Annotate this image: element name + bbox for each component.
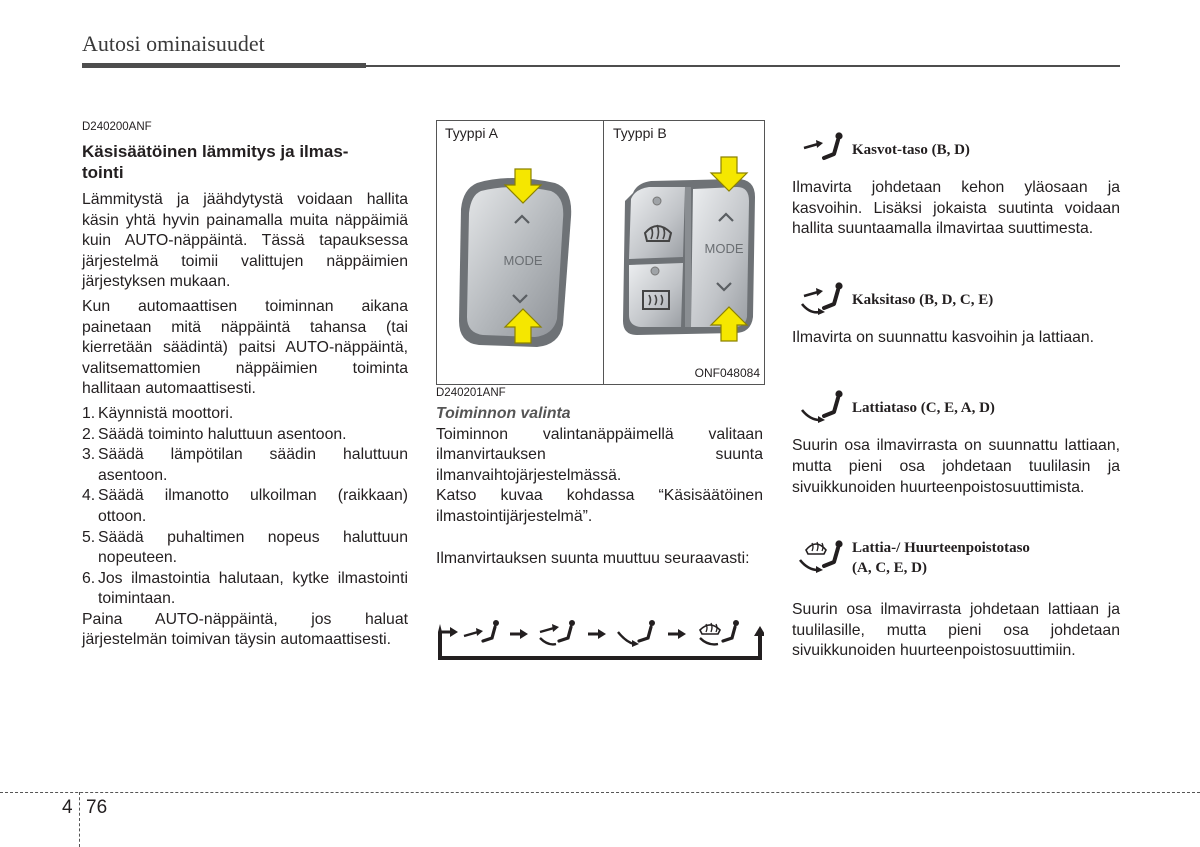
return-arrow-icon xyxy=(754,626,764,636)
step-text: Säädä lämpötilan säädin haluttuun asentoon. xyxy=(98,446,408,484)
step-item xyxy=(82,528,408,569)
step-item xyxy=(82,425,408,446)
sequence-arrow-icon xyxy=(668,629,686,639)
mode-description: Suurin osa ilmavirrasta johdetaan lattiaan ja tuulilasille, mutta pieni osa johdetaan sivuikkunoiden huurteenpoistosuuttimiin. xyxy=(792,601,1120,660)
step-number: 6. xyxy=(82,569,96,587)
step-item xyxy=(82,486,408,527)
subsection-title: Toiminnon valinta xyxy=(436,405,571,422)
header-rule-thick xyxy=(82,63,366,68)
face-vent-icon xyxy=(464,620,499,641)
section-code: D240200ANF xyxy=(82,121,152,133)
mode-label xyxy=(852,538,1030,578)
mode-label-line1: Lattia-/ Huurteenpoistotaso xyxy=(852,540,1030,557)
mode-button-illustration xyxy=(437,121,764,384)
type-a-mode-text: MODE xyxy=(503,253,543,268)
chapter-number: 4 xyxy=(62,797,73,818)
steps-list xyxy=(82,404,408,610)
section-title-line1: Käsisäätöinen lämmitys ja ilmas- xyxy=(82,142,349,161)
figure-code: ONF048084 xyxy=(694,366,760,380)
step-item xyxy=(82,445,408,486)
section-title-line2: tointi xyxy=(82,163,124,182)
middle-column xyxy=(436,386,763,569)
sequence-arrow-icon xyxy=(510,629,528,639)
floor-vent-icon xyxy=(792,388,852,428)
step-text: Säädä toiminto haluttuun asentoon. xyxy=(98,425,347,443)
intro-paragraph: Lämmitystä ja jäähdytystä voidaan hallita käsin yhtä hyvin painamalla muita näppäimiä kuin AUTO-näppäintä. Tässä tapauksessa järjestelmä toimii valittujen näppäimien järjestyksen mukaan. xyxy=(82,191,408,291)
step-number: 1. xyxy=(82,404,96,422)
bi-level-vent-icon xyxy=(540,620,575,644)
type-b-label: Tyyppi B xyxy=(613,125,667,141)
mode-heading-face xyxy=(792,130,1120,170)
right-column xyxy=(792,130,1120,662)
running-header: Autosi ominaisuudet xyxy=(82,31,265,56)
subsection-code: D240201ANF xyxy=(436,387,506,399)
floor-vent-icon xyxy=(618,620,655,647)
mode-button-figure xyxy=(436,120,765,385)
mode-label: Kaksitaso (B, D, C, E) xyxy=(852,291,994,308)
auto-mode-paragraph: Paina AUTO-näppäintä, jos haluat järjestelmän toimivan täysin automaattisesti. xyxy=(82,610,408,649)
step-number: 3. xyxy=(82,446,96,464)
mode-sequence-diagram xyxy=(436,618,764,664)
step-text: Jos ilmastointia halutaan, kytke ilmastointi toimintaan. xyxy=(98,569,408,608)
step-item xyxy=(82,569,408,610)
auto-paragraph: Kun automaattisen toiminnan aikana painetaan mitä näppäintä tahansa (tai kierretään säädintä) paitsi AUTO-näppäintä, valitsemattomien näppäimien toiminta hallitaan automaattisesti. xyxy=(82,297,408,398)
type-a-label: Tyyppi A xyxy=(445,125,498,141)
type-b-mode-text: MODE xyxy=(704,241,744,256)
header-rule-thin xyxy=(366,65,1120,67)
mode-description: Ilmavirta johdetaan kehon yläosaan ja kasvoihin. Lisäksi jokaista suutinta voidaan hallita suuntaamalla ilmavirtaa suuttimesta. xyxy=(792,179,1120,238)
mode-label-line2: (A, C, E, D) xyxy=(852,560,927,577)
floor-defrost-vent-icon xyxy=(700,620,739,644)
step-text: Käynnistä moottori. xyxy=(98,404,234,422)
mode-label: Kasvot-taso (B, D) xyxy=(852,142,970,158)
type-b-control-panel xyxy=(623,179,755,335)
step-item xyxy=(82,404,408,425)
mode-heading-floor xyxy=(792,388,1120,428)
footer-dashed-divider xyxy=(79,792,80,847)
section-title xyxy=(82,141,408,183)
step-number: 5. xyxy=(82,528,96,546)
footer-dashed-rule xyxy=(0,792,1200,793)
step-number: 4. xyxy=(82,487,96,505)
left-column xyxy=(82,120,408,651)
reference-paragraph: Katso kuvaa kohdassa “Käsisäätöinen ilmastointijärjestelmä”. xyxy=(436,487,763,525)
sequence-intro-paragraph: Ilmanvirtauksen suunta muuttuu seuraavasti: xyxy=(436,549,750,567)
step-text: Säädä ilmanotto ulkoilman (raikkaan) ottoon. xyxy=(98,487,408,525)
step-number: 2. xyxy=(82,425,96,443)
mode-select-paragraph: Toiminnon valintanäppäimellä valitaan ilmanvirtauksen suunta ilmanvaihtojärjestelmässä. xyxy=(436,425,763,484)
sequence-arrow-icon xyxy=(588,629,606,639)
step-text: Säädä puhaltimen nopeus haluttuun nopeuteen. xyxy=(98,528,408,567)
mode-heading-bi-level xyxy=(792,280,1120,320)
face-vent-icon xyxy=(792,130,852,170)
page-number: 76 xyxy=(86,797,108,818)
mode-description: Suurin osa ilmavirrasta on suunnattu lattiaan, mutta pieni osa johdetaan tuulilasin ja sivuikkunoiden huurteenpoistosuuttimista. xyxy=(792,437,1120,496)
floor-defrost-vent-icon xyxy=(792,538,852,578)
bi-level-vent-icon xyxy=(792,280,852,320)
mode-description: Ilmavirta on suunnattu kasvoihin ja lattiaan. xyxy=(792,328,1095,346)
mode-label: Lattiataso (C, E, A, D) xyxy=(852,400,995,417)
mode-heading-floor-defrost xyxy=(792,538,1120,578)
